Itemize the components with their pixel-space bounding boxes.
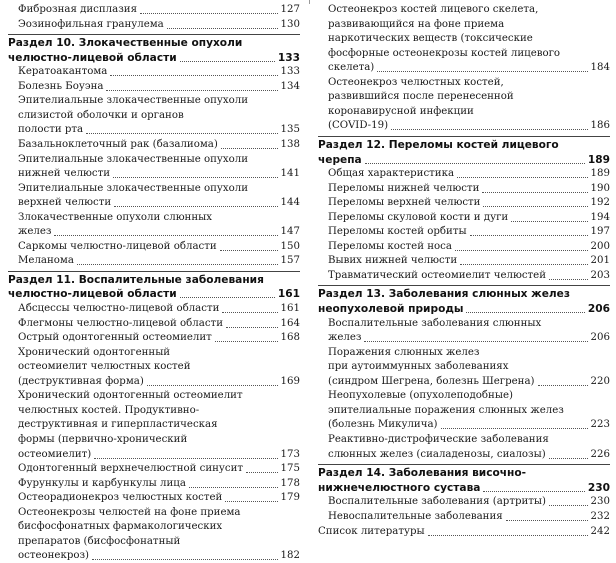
toc-entry-line: формы (первично-хронический <box>18 433 188 445</box>
section-heading-entry[interactable] <box>318 481 610 495</box>
dot-leader <box>180 61 275 62</box>
page-number: 206 <box>587 303 610 315</box>
page-number: 232 <box>590 510 610 522</box>
toc-entry[interactable] <box>328 196 610 210</box>
page-number: 175 <box>280 463 300 475</box>
dot-leader <box>221 148 278 149</box>
dot-leader <box>92 559 278 560</box>
section-heading-entry[interactable] <box>318 153 610 167</box>
entry-title: Абсцессы челюстно-лицевой области <box>18 303 220 314</box>
entry-title: верхней челюсти <box>18 197 112 209</box>
dot-leader <box>54 235 277 236</box>
toc-entry[interactable] <box>18 375 300 389</box>
dot-leader <box>246 472 277 473</box>
toc-entry[interactable] <box>328 331 610 345</box>
dot-leader <box>441 428 588 429</box>
toc-entry[interactable] <box>328 254 610 268</box>
toc-entry[interactable] <box>328 240 610 254</box>
entry-title: Переломы костей носа <box>328 240 452 252</box>
entry-title: Остеорадионекроз челюстных костей <box>18 492 223 504</box>
toc-entry-line: челюстных костей. Продуктивно- <box>18 404 200 416</box>
dot-leader <box>147 385 278 386</box>
toc-entry[interactable] <box>328 225 610 239</box>
entry-title: скелета) <box>328 62 375 74</box>
entry-title: Переломы нижней челюсти <box>328 182 480 194</box>
page-number: 186 <box>590 120 610 132</box>
entry-title: остеомиелит) <box>18 448 92 460</box>
page-number: 127 <box>280 4 300 15</box>
entry-title: желез <box>328 332 362 344</box>
page-number: 134 <box>280 80 300 92</box>
toc-entry[interactable] <box>18 138 300 152</box>
toc-entry[interactable] <box>328 119 610 133</box>
page-number: 133 <box>277 51 300 64</box>
dot-leader <box>549 458 588 459</box>
toc-entry[interactable] <box>328 418 610 432</box>
entry-title: остеонекроз) <box>18 550 90 562</box>
dot-leader <box>167 28 278 29</box>
dot-leader <box>457 177 588 178</box>
dot-leader <box>549 279 588 280</box>
toc-entry[interactable] <box>18 317 300 331</box>
page-number: 190 <box>590 182 610 194</box>
entry-title: Общая характеристика <box>328 168 455 180</box>
entry-title: Невоспалительные заболевания <box>328 510 503 522</box>
dot-leader <box>94 458 277 459</box>
entry-title: неопухолевой природы <box>318 303 464 315</box>
toc-entry-line: Эпителиальные злокачественные опухоли <box>18 182 249 194</box>
entry-title: Меланома <box>18 255 74 267</box>
page-number: 130 <box>280 18 300 30</box>
page-number: 182 <box>280 550 300 562</box>
dot-leader <box>215 341 278 342</box>
section-divider <box>318 136 610 137</box>
toc-entry[interactable] <box>328 448 610 462</box>
toc-entry-line: остеомиелит челюстных костей <box>18 361 191 373</box>
toc-entry[interactable] <box>18 549 300 563</box>
entry-title: челюстно-лицевой области <box>8 288 177 301</box>
section-heading-line: Раздел 10. Злокачественные опухоли <box>8 37 243 50</box>
toc-entry[interactable] <box>328 211 610 225</box>
dot-leader <box>428 535 588 536</box>
dot-leader <box>391 129 587 130</box>
toc-entry[interactable] <box>328 269 610 283</box>
page-number: 223 <box>590 419 610 431</box>
toc-entry-line: Неопухолевые (опухолеподобные) <box>328 390 513 402</box>
dot-leader <box>538 385 588 386</box>
dot-leader <box>483 206 587 207</box>
page-number: 192 <box>590 197 610 209</box>
dot-leader <box>180 297 275 298</box>
toc-entry[interactable] <box>18 491 300 505</box>
entry-title: желез <box>18 226 52 238</box>
toc-entry-line: Злокачественные опухоли слюнных <box>18 211 212 223</box>
page-number: 189 <box>590 168 610 180</box>
toc-entry[interactable] <box>18 18 300 32</box>
entry-title: Переломы скуловой кости и дуги <box>328 211 509 223</box>
dot-leader <box>482 192 587 193</box>
toc-entry[interactable] <box>18 225 300 239</box>
toc-entry[interactable] <box>328 167 610 181</box>
toc-entry-line: фосфорные остеонекрозы костей лицевого <box>328 47 561 59</box>
dot-leader <box>377 71 587 72</box>
section-heading-entry[interactable] <box>8 51 300 65</box>
entry-title: Эозинофильная гранулема <box>18 18 164 30</box>
toc-entry[interactable] <box>328 375 610 389</box>
page-number: 164 <box>280 317 300 329</box>
page-number: 173 <box>280 448 300 460</box>
entry-title: Переломы костей орбиты <box>328 226 467 238</box>
toc-entry[interactable] <box>18 331 300 345</box>
entry-title: челюстно-лицевой области <box>8 51 177 64</box>
entry-title: Одонтогенный верхнечелюстной синусит <box>18 463 244 475</box>
toc-entry-line: Поражения слюнных желез <box>328 346 480 358</box>
dot-leader <box>106 90 277 91</box>
dot-leader <box>470 235 588 236</box>
section-heading-entry[interactable] <box>8 287 300 301</box>
page-number: 169 <box>280 375 300 387</box>
toc-entry-line: при аутоиммунных заболеваниях <box>328 361 509 373</box>
page-number: 135 <box>280 124 300 136</box>
entry-title: нижнечелюстного сустава <box>318 481 481 494</box>
toc-entry[interactable] <box>18 196 300 210</box>
toc-entry-line: коронавирусной инфекции <box>328 105 474 117</box>
toc-entry[interactable] <box>18 65 300 79</box>
toc-entry[interactable] <box>328 510 610 524</box>
entry-title: Фиброзная дисплазия <box>18 4 137 15</box>
page-number: 201 <box>590 255 610 267</box>
page-number: 144 <box>280 197 300 209</box>
toc-entry[interactable] <box>18 302 300 316</box>
page-number: 189 <box>587 153 610 166</box>
page-number: 161 <box>280 303 300 314</box>
dot-leader <box>483 491 584 492</box>
page-number: 220 <box>590 375 610 387</box>
toc-entry-line: наркотических веществ (токсические <box>328 33 533 45</box>
page-number: 203 <box>590 269 610 281</box>
page-number: 242 <box>590 526 610 538</box>
entry-title: Список литературы <box>318 526 425 538</box>
dot-leader <box>225 501 277 502</box>
page-number: 161 <box>277 288 300 301</box>
toc-entry[interactable] <box>18 448 300 462</box>
entry-title: Переломы верхней челюсти <box>328 197 481 209</box>
entry-title: Травматический остеомиелит челюстей <box>328 269 546 281</box>
section-heading-line: Раздел 13. Заболевания слюнных желез <box>318 288 570 301</box>
dot-leader <box>511 221 587 222</box>
dot-leader <box>113 177 278 178</box>
entry-title: нижней челюсти <box>18 168 111 180</box>
entry-title: Фурункулы и карбункулы лица <box>18 477 186 489</box>
entry-title: слюнных желез (сиаладенозы, сиалозы) <box>328 448 546 460</box>
toc-entry[interactable] <box>18 477 300 491</box>
toc-entry-line: слизистой оболочки и органов <box>18 109 184 121</box>
page-number: 178 <box>280 477 300 489</box>
toc-entry-line: Остеонекрозы челюстей на фоне приема <box>18 506 241 518</box>
entry-title: Саркомы челюстно-лицевой области <box>18 240 217 252</box>
dot-leader <box>222 312 277 313</box>
dot-leader <box>86 133 277 134</box>
dot-leader <box>77 264 278 265</box>
toc-entry-line: Остеонекроз челюстных костей, <box>328 76 504 88</box>
toc-entry-line: Эпителиальные злокачественные опухоли <box>18 153 249 165</box>
dot-leader <box>140 13 278 14</box>
dot-leader <box>114 206 277 207</box>
toc-entry[interactable] <box>318 525 610 539</box>
page-number: 138 <box>280 138 300 150</box>
dot-leader <box>365 163 585 164</box>
dot-leader <box>220 250 278 251</box>
page-number: 168 <box>280 332 300 344</box>
entry-title: Кератоакантома <box>18 66 108 78</box>
toc-entry[interactable] <box>18 462 300 476</box>
page-number: 141 <box>280 168 300 180</box>
dot-leader <box>364 341 587 342</box>
entry-title: Острый одонтогенный остеомиелит <box>18 332 212 344</box>
toc-entry-line: Остеонекроз костей лицевого скелета, <box>328 4 539 15</box>
entry-title: Вывих нижней челюсти <box>328 255 458 267</box>
entry-title: Флегмоны челюстно-лицевой области <box>18 317 223 329</box>
dot-leader <box>506 520 588 521</box>
toc-entry-line: эпителиальные поражения слюнных желез <box>328 404 564 416</box>
section-divider <box>318 285 610 286</box>
dot-leader <box>189 487 278 488</box>
page-number: 184 <box>590 62 610 74</box>
section-divider <box>318 464 610 465</box>
page-number: 194 <box>590 211 610 223</box>
page-number: 157 <box>280 255 300 267</box>
dot-leader <box>110 75 277 76</box>
toc-entry[interactable] <box>18 123 300 137</box>
section-heading-line: Раздел 11. Воспалительные заболевания <box>8 273 264 286</box>
page-number: 133 <box>280 66 300 78</box>
toc-entry[interactable] <box>328 182 610 196</box>
toc-entry-line: бисфосфонатных фармакологических <box>18 521 223 533</box>
section-divider <box>8 271 300 272</box>
toc-entry-line: Хронический одонтогенный остеомиелит <box>18 390 243 402</box>
section-heading-line: Раздел 12. Переломы костей лицевого <box>318 138 559 151</box>
page-number: 206 <box>590 332 610 344</box>
toc-entry-line: Эпителиальные злокачественные опухоли <box>18 95 249 107</box>
dot-leader <box>460 264 587 265</box>
section-heading-line: Раздел 14. Заболевания височно- <box>318 467 527 480</box>
page-number: 150 <box>280 240 300 252</box>
toc-entry-line: Хронический одонтогенный <box>18 346 171 358</box>
toc-entry-line: Воспалительные заболевания слюнных <box>328 317 542 329</box>
dot-leader <box>466 312 584 313</box>
section-divider <box>8 34 300 35</box>
toc-entry[interactable] <box>18 80 300 94</box>
entry-title: (болезнь Микулича) <box>328 419 438 431</box>
toc-entry[interactable] <box>18 240 300 254</box>
toc-entry-line: развившийся после перенесенной <box>328 91 514 103</box>
entry-title: Болезнь Боуэна <box>18 80 104 92</box>
page-number: 226 <box>590 448 610 460</box>
dot-leader <box>455 250 588 251</box>
section-heading-entry[interactable] <box>318 302 610 316</box>
dot-leader <box>226 327 278 328</box>
toc-entry[interactable] <box>328 495 610 509</box>
toc-entry[interactable] <box>18 167 300 181</box>
entry-title: черепа <box>318 153 362 166</box>
entry-title: (COVID-19) <box>328 120 389 132</box>
toc-entry-line: развивающийся на фоне приема <box>328 18 505 30</box>
page-number: 200 <box>590 240 610 252</box>
entry-title: Базальноклеточный рак (базалиома) <box>18 138 218 150</box>
page-number: 230 <box>587 481 610 494</box>
toc-entry[interactable] <box>18 254 300 268</box>
toc-entry-line: деструктивная и гиперпластическая <box>18 419 218 431</box>
page-number: 197 <box>590 226 610 238</box>
page-number: 147 <box>280 226 300 238</box>
toc-entry[interactable] <box>18 3 300 17</box>
dot-leader <box>549 505 588 506</box>
toc-entry[interactable] <box>328 61 610 75</box>
entry-title: (синдром Шегрена, болезнь Шегрена) <box>328 375 535 387</box>
toc-entry-line: Реактивно-дистрофические заболевания <box>328 433 549 445</box>
page-number: 230 <box>590 496 610 508</box>
toc-entry-line: препаратов (бисфосфонатный <box>18 535 181 547</box>
page-number: 179 <box>280 492 300 504</box>
entry-title: Воспалительные заболевания (артриты) <box>328 496 546 508</box>
entry-title: (деструктивная форма) <box>18 375 144 387</box>
entry-title: полости рта <box>18 124 84 136</box>
